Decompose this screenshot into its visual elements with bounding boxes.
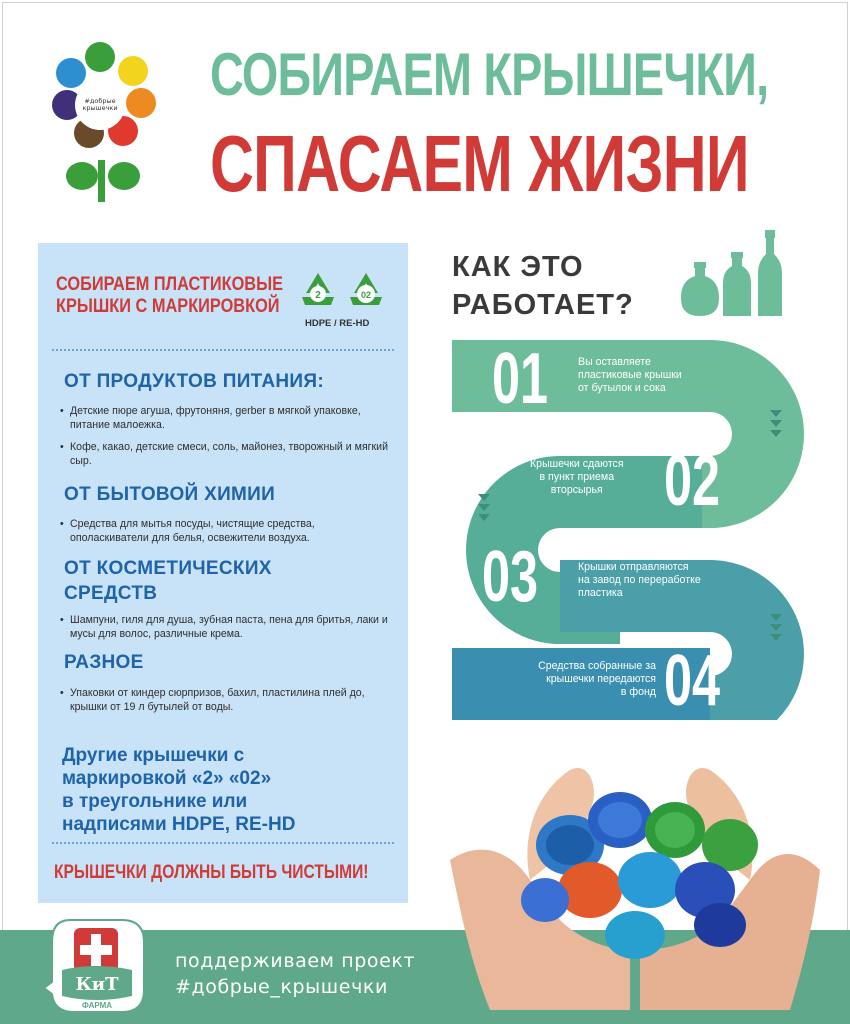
how-title-line1: КАК ЭТО <box>452 251 584 283</box>
support-line1: поддерживаем проект <box>175 950 416 972</box>
kit-sub-text: ФАРМА <box>81 1001 113 1010</box>
step-01-line1: Вы оставляете <box>578 356 651 368</box>
section-title-cosmetics-line1: ОТ КОСМЕТИЧЕСКИХ <box>64 558 272 579</box>
step-number-03: 03 <box>482 537 539 617</box>
flower-logo-icon <box>48 42 158 202</box>
how-title-line2: РАБОТАЕТ? <box>452 289 634 321</box>
step-text-04 <box>510 660 656 699</box>
step-number-02: 02 <box>664 441 721 521</box>
support-text <box>175 948 415 1000</box>
leaf-right-icon <box>108 162 140 190</box>
how-it-works-title <box>452 248 634 324</box>
petal-yellow-icon <box>118 56 148 86</box>
kit-pharma-logo <box>40 912 152 1016</box>
bullet-item: • Шампуни, гиля для душа, зубная паста, пена для бритья, лаки и мусы для волос, различные крема. <box>70 613 390 641</box>
divider <box>52 349 394 351</box>
stem-icon <box>98 160 105 202</box>
page-title-line1: СОБИРАЕМ КРЫШЕЧКИ, <box>210 41 769 108</box>
recycle-2-icon <box>296 270 340 310</box>
bottles-icon <box>675 228 785 320</box>
step-03-line2: на завод по переработке <box>578 574 701 586</box>
step-text-03 <box>578 561 701 600</box>
other-caps-line1: Другие крышечки с <box>62 745 245 766</box>
step-number-04: 04 <box>664 641 721 721</box>
kit-brand-text: КиТ <box>75 974 119 995</box>
panel-heading <box>56 274 283 318</box>
step-number-01: 01 <box>492 339 549 419</box>
petal-orange-icon <box>126 88 156 118</box>
other-caps-line2: маркировкой «2» «02» <box>62 768 272 789</box>
arrow-down-icon <box>770 410 782 440</box>
step-01-line2: пластиковые крышки <box>578 369 682 381</box>
arrow-down-icon <box>770 614 782 644</box>
recycle-codes-label: HDPE / RE-HD <box>305 318 370 329</box>
step-text-01 <box>578 356 682 395</box>
divider <box>52 842 394 844</box>
logo-center-text: #добрые крышечки <box>75 80 125 130</box>
support-line2: #добрые_крышечки <box>175 976 388 998</box>
petal-green-icon <box>85 42 115 72</box>
other-caps-note <box>62 744 392 836</box>
step-02-line2: в пункт приема <box>539 471 615 483</box>
step-02-line3: вторсырья <box>550 484 603 496</box>
step-04-line1: Средства собранные за <box>538 660 656 672</box>
section-title-cosmetics <box>64 556 272 606</box>
section-title-household: ОТ БЫТОВОЙ ХИМИИ <box>64 484 276 505</box>
other-caps-line4: надписями HDPE, RE-HD <box>62 814 296 835</box>
step-02-line1: Крышечки сдаются <box>530 458 624 470</box>
section-title-misc: РАЗНОЕ <box>64 652 144 673</box>
recycle-02-label: 02 <box>360 290 372 300</box>
page-title-line2: СПАСАЕМ ЖИЗНИ <box>210 119 749 208</box>
section-title-cosmetics-line2: СРЕДСТВ <box>64 583 158 604</box>
bullet-item: • Средства для мытья посуды, чистящие средства, ополаскиватели для белья, освежители воздуха. <box>70 517 390 545</box>
step-01-line3: от бутылок и сока <box>578 382 666 394</box>
step-03-line1: Крышки отправляются <box>578 561 689 573</box>
recycle-02-icon <box>344 270 388 310</box>
hands-with-caps-image <box>450 730 820 1010</box>
other-caps-line3: в треугольнике или <box>62 791 248 812</box>
step-04-line3: в фонд <box>620 686 656 698</box>
clean-caps-note: КРЫШЕЧКИ ДОЛЖНЫ БЫТЬ ЧИСТЫМИ! <box>54 862 369 883</box>
bullet-item: • Кофе, какао, детские смеси, соль, майонез, творожный и мягкий сыр. <box>70 440 390 468</box>
panel-heading-line2: КРЫШКИ С МАРКИРОВКОЙ <box>56 296 280 317</box>
bullet-item: • Детские пюре агуша, фрутоняня, gerber в мягкой упаковке, питание малоежка. <box>70 404 390 432</box>
panel-heading-line1: СОБИРАЕМ ПЛАСТИКОВЫЕ <box>56 274 284 295</box>
bullet-item: • Упаковки от киндер сюрпризов, бахил, пластилина плей до, крышки от 19 л бутылей от воды. <box>70 686 390 714</box>
arrow-down-icon <box>478 494 490 524</box>
step-text-02 <box>530 458 624 497</box>
recycle-2-label: 2 <box>315 290 321 301</box>
leaf-left-icon <box>66 162 98 190</box>
section-title-food: ОТ ПРОДУКТОВ ПИТАНИЯ: <box>64 371 324 392</box>
petal-blue-icon <box>56 58 86 88</box>
step-04-line2: крышечки передаются <box>546 673 656 685</box>
step-03-line3: пластика <box>578 587 623 599</box>
